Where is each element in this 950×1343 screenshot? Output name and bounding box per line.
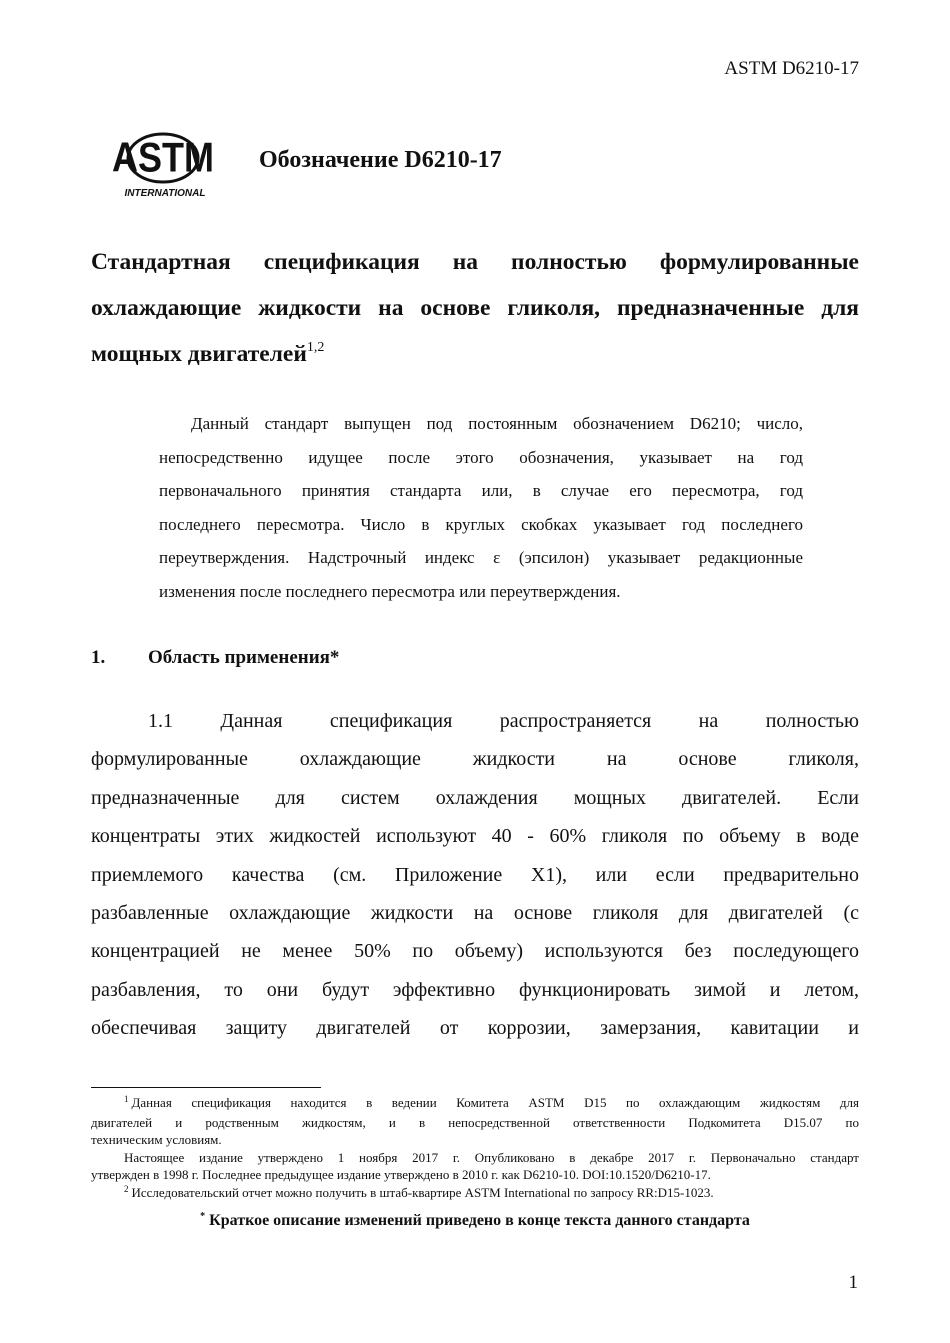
paragraph-line: разбавления, то они будут эффективно функционировать зимой и летом, — [91, 978, 859, 1001]
footnote-1-line: $^1$ Данная спецификация находится в ведении Комитета ASTM D15 по охлаждающим жидкостям для — [124, 1094, 859, 1110]
notice-line: Данный стандарт выпущен под постоянным обозначением D6210; число, — [191, 414, 803, 433]
document-code: ASTM D6210-17 — [724, 58, 859, 79]
paragraph-line: обеспечивая защиту двигателей от коррозии, замерзания, кавитации и — [91, 1017, 859, 1040]
footnote-divider — [91, 1087, 321, 1088]
paragraph-line: приемлемого качества (см. Приложение X1), или если предварительно — [91, 863, 859, 886]
paragraph-line: концентрацией не менее 50% по объему) используются без последующего — [91, 940, 859, 963]
document-title — [91, 239, 859, 381]
edition-line: Настоящее издание утверждено 1 ноября 2017 г. Опубликовано в декабре 2017 г. Первоначально стандарт — [124, 1149, 859, 1165]
page-number: 1 — [848, 1272, 858, 1293]
footnote-1-line: двигателей и родственным жидкостям, и в непосредственной ответственности Подкомитета D15.07 по — [91, 1114, 859, 1130]
footnote-1-mark: 1 — [124, 1094, 129, 1104]
scope-paragraph — [91, 702, 859, 1048]
designation-heading: Обозначение D6210-17 — [259, 147, 502, 173]
footnotes — [91, 1094, 859, 1203]
footnote-1-line: техническим условиям. — [91, 1132, 222, 1147]
notice-line: последнего пересмотра. Число в круглых скобках указывает год последнего — [159, 514, 803, 534]
notice-line: первоначального принятия стандарта или, в случае его пересмотра, год — [159, 481, 803, 500]
title-footnote-ref: 1,2 — [306, 340, 325, 355]
paragraph-line: формулированные охлаждающие жидкости на основе гликоля, — [91, 748, 859, 771]
footnote-2-line: $^2$ Исследовательский отчет можно получить в штаб-квартире ASTM International по запросу RR:D15-1023. — [124, 1183, 714, 1200]
title-line: Стандартная спецификация на полностью формулированные — [91, 249, 859, 275]
svg-text:INTERNATIONAL: INTERNATIONAL — [124, 188, 206, 199]
paragraph-line: разбавленные охлаждающие жидкости на основе гликоля для двигателей (с — [91, 902, 859, 925]
notice-line: переутверждения. Надстрочный индекс ε (эпсилон) указывает редакционные — [159, 548, 803, 567]
edition-line: утвержден в 1998 г. Последнее предыдущее издание утверждено в 2010 г. как D6210-10. DOI:10.1520/D6210-17. — [91, 1167, 711, 1182]
title-line: охлаждающие жидкости на основе гликоля, предназначенные для — [91, 295, 859, 321]
notice-line: изменения после последнего пересмотра или переутверждения. — [159, 581, 621, 601]
astm-logo — [112, 128, 214, 200]
title-line: мощных двигателей$^{1,2}$ — [91, 340, 325, 367]
svg-text:ASTM: ASTM — [112, 135, 214, 182]
section-number: 1. — [91, 647, 106, 668]
footnote-2-mark: 2 — [124, 1183, 129, 1194]
summary-of-changes-note: * Краткое описание изменений приведено в конце текста данного стандарта — [200, 1211, 750, 1229]
paragraph-line: предназначенные для систем охлаждения мощных двигателей. Если — [91, 786, 859, 809]
paragraph-line: концентраты этих жидкостей используют 40 - 60% гликоля по объему в воде — [91, 825, 859, 848]
paragraph-line: 1.1 Данная спецификация распространяется на полностью — [148, 710, 859, 732]
section-title: Область применения* — [148, 647, 340, 668]
standard-notice — [159, 407, 803, 608]
summary-mark: * — [200, 1211, 206, 1222]
notice-line: непосредственно идущее после этого обозначения, указывает на год — [159, 447, 803, 467]
section-heading — [91, 647, 339, 669]
